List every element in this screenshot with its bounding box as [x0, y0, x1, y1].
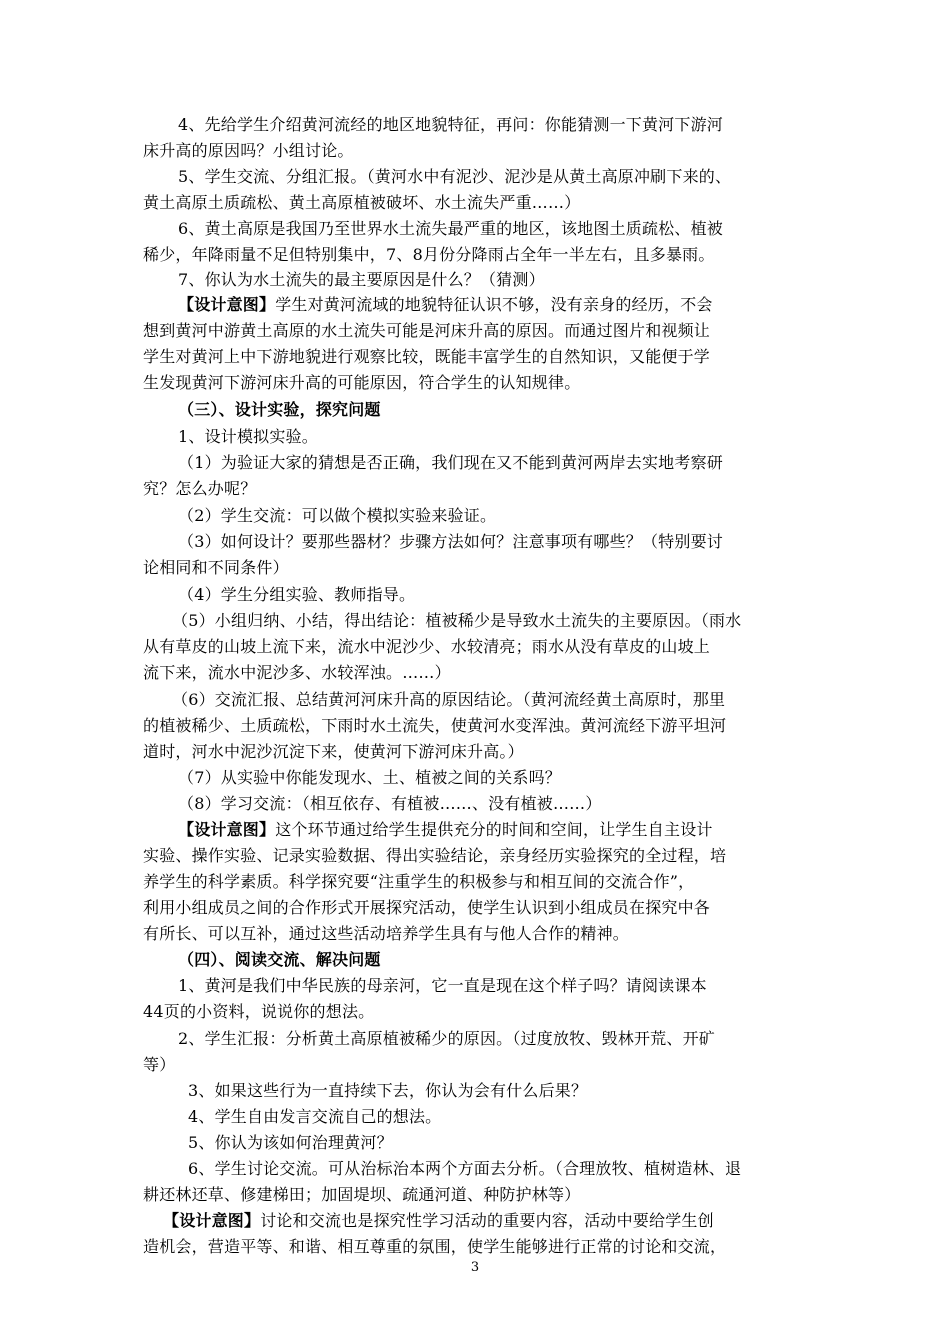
text-line: 学生对黄河上中下游地貌进行观察比较，既能丰富学生的自然知识，又能便于学: [143, 347, 711, 366]
text-line: （1）为验证大家的猜想是否正确，我们现在又不能到黄河两岸去实地考察研: [178, 453, 723, 472]
text-line: 4、先给学生介绍黄河流经的地区地貌特征，再问：你能猜测一下黄河下游河: [178, 115, 723, 134]
text-line: （7）从实验中你能发现水、土、植被之间的关系吗？: [178, 768, 561, 787]
design-intent-label: 【设计意图】: [178, 295, 276, 314]
design-intent-text: 学生对黄河流域的地貌特征认识不够，没有亲身的经历，不会: [275, 295, 713, 314]
text-line: 44页的小资料，说说你的想法。: [143, 1002, 375, 1021]
text-line: 6、黄土高原是我国乃至世界水土流失最严重的地区，该地图土质疏松、植被: [178, 219, 723, 238]
text-line: 6、学生讨论交流。可从治标治本两个方面去分析。（合理放牧、植树造林、退: [188, 1159, 742, 1178]
text-line: 4、学生自由发言交流自己的想法。: [188, 1107, 442, 1126]
text-line: 稀少，年降雨量不足但特别集中，7、8月份分降雨占全年一半左右，且多暴雨。: [143, 245, 715, 264]
text-line: 从有草皮的山坡上流下来，流水中泥沙少、水较清亮；雨水从没有草皮的山坡上: [143, 637, 711, 656]
text-line: 2、学生汇报：分析黄土高原植被稀少的原因。（过度放牧、毁林开荒、开矿: [178, 1029, 715, 1048]
text-line: （5）小组归纳、小结，得出结论：植被稀少是导致水土流失的主要原因。（雨水: [172, 611, 742, 630]
text-line: （4）学生分组实验、教师指导。: [178, 585, 416, 604]
text-line: （6）交流汇报、总结黄河河床升高的原因结论。（黄河流经黄土高原时，那里: [172, 690, 726, 709]
design-intent-text: 讨论和交流也是探究性学习活动的重要内容，活动中要给学生创: [260, 1211, 714, 1230]
text-line: 道时，河水中泥沙沉淀下来，使黄河下游河床升高。）: [143, 742, 524, 761]
section-heading: （四）、阅读交流、解决问题: [178, 950, 381, 969]
text-line: 实验、操作实验、记录实验数据、得出实验结论，亲身经历实验探究的全过程，培: [143, 846, 727, 865]
text-line: 生发现黄河下游河床升高的可能原因，符合学生的认知规律。: [143, 373, 581, 392]
section-heading: （三）、设计实验，探究问题: [178, 400, 381, 419]
text-line: 的植被稀少、土质疏松，下雨时水土流失，使黄河水变浑浊。黄河流经下游平坦河: [143, 716, 727, 735]
text-line: 论相同和不同条件）: [143, 558, 289, 577]
text-line: 等）: [143, 1055, 176, 1074]
text-line: 利用小组成员之间的合作形式开展探究活动，使学生认识到小组成员在探究中各: [143, 898, 711, 917]
text-line: [178, 819, 713, 841]
text-line: 造机会，营造平等、和谐、相互尊重的氛围，使学生能够进行正常的讨论和交流，: [143, 1237, 727, 1256]
text-line: 1、黄河是我们中华民族的母亲河，它一直是现在这个样子吗？请阅读课本: [178, 976, 707, 995]
text-line: 床升高的原因吗？小组讨论。: [143, 141, 354, 160]
page-number: 3: [470, 1260, 480, 1275]
text-line: 5、学生交流、分组汇报。（黄河水中有泥沙、泥沙是从黄土高原冲刷下来的、: [178, 167, 732, 186]
text-line: [178, 294, 713, 316]
text-line: 有所长、可以互补，通过这些活动培养学生具有与他人合作的精神。: [143, 924, 630, 943]
text-line: （3）如何设计？要那些器材？步骤方法如何？注意事项有哪些？（特别要讨: [178, 532, 723, 551]
design-intent-label: 【设计意图】: [163, 1211, 261, 1230]
design-intent-label: 【设计意图】: [178, 820, 276, 839]
text-line: 黄土高原土质疏松、黄土高原植被破坏、水土流失严重……）: [143, 193, 581, 212]
text-line: 1、设计模拟实验。: [178, 427, 318, 446]
text-line: 究？怎么办呢？: [143, 479, 257, 498]
text-line: 7、你认为水土流失的最主要原因是什么？（猜测）: [178, 270, 545, 289]
text-line: （2）学生交流：可以做个模拟实验来验证。: [178, 506, 497, 525]
design-intent-text: 这个环节通过给学生提供充分的时间和空间，让学生自主设计: [275, 820, 713, 839]
text-line: 流下来，流水中泥沙多、水较浑浊。……）: [143, 663, 451, 682]
text-line: 耕还林还草、修建梯田；加固堤坝、疏通河道、种防护林等）: [143, 1185, 581, 1204]
text-line: 5、你认为该如何治理黄河？: [188, 1133, 393, 1152]
text-line: 3、如果这些行为一直持续下去，你认为会有什么后果？: [188, 1081, 588, 1100]
text-line: 想到黄河中游黄土高原的水土流失可能是河床升高的原因。而通过图片和视频让: [143, 321, 711, 340]
text-line: [163, 1210, 714, 1232]
text-line: （8）学习交流：（相互依存、有植被……、没有植被……）: [178, 794, 602, 813]
text-line: 养学生的科学素质。科学探究要“注重学生的积极参与和相互间的交流合作”，: [143, 872, 695, 891]
